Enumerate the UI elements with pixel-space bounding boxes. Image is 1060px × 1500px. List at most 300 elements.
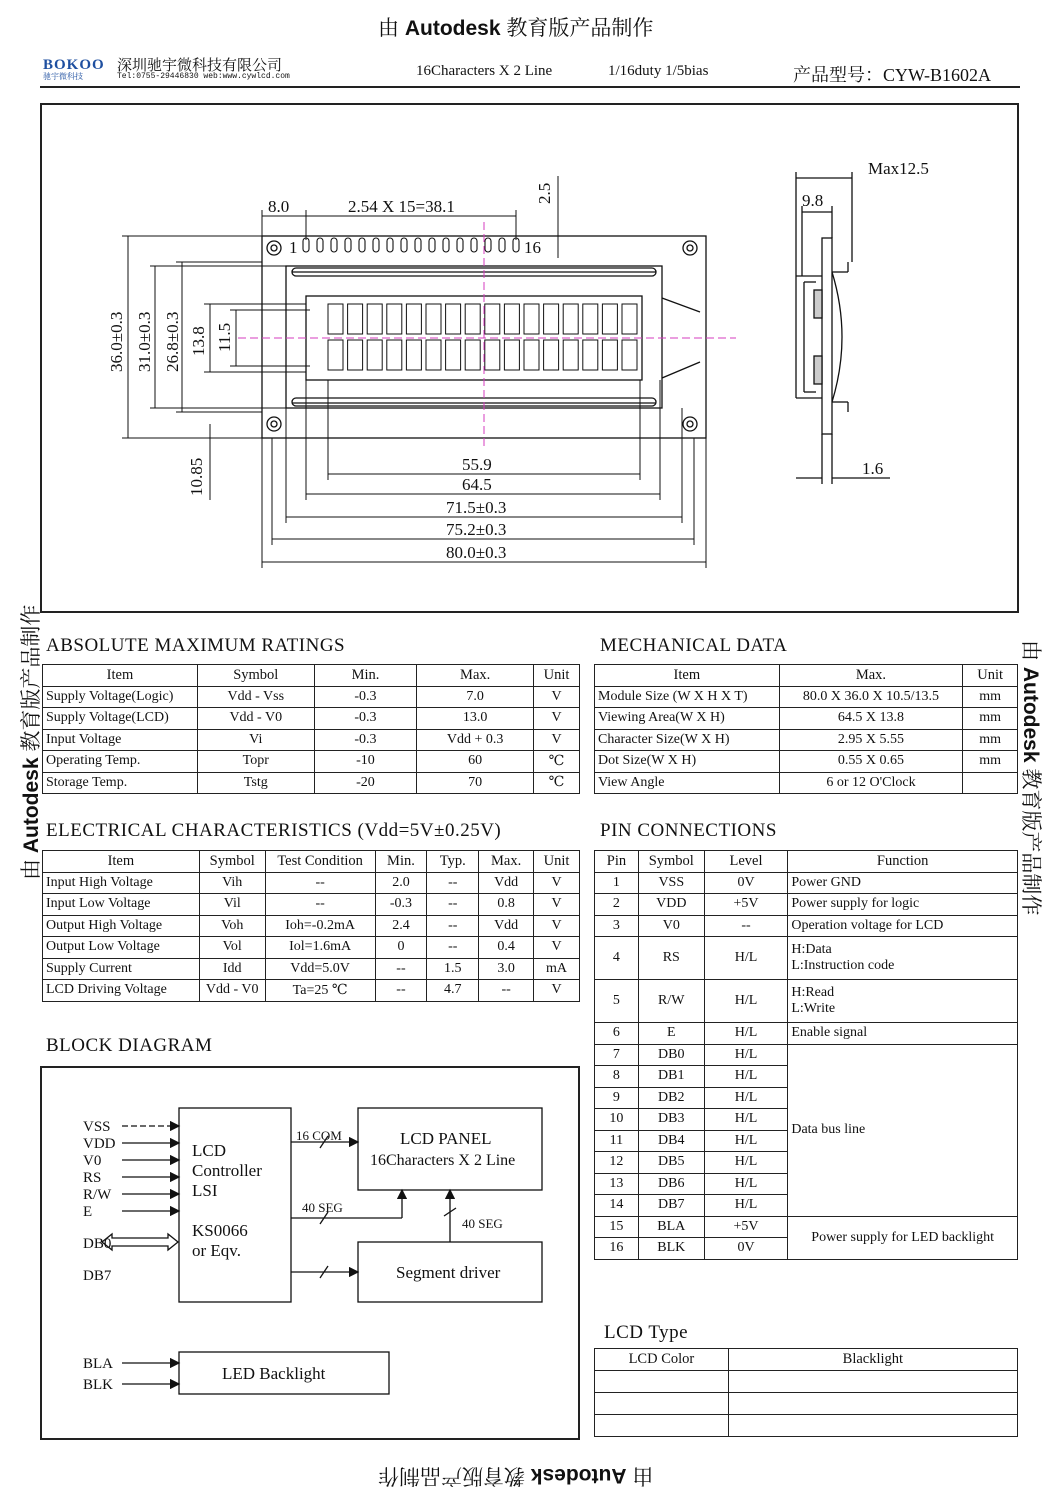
character-cell — [544, 304, 559, 334]
character-cell — [426, 304, 441, 334]
character-cell — [563, 340, 578, 370]
lcdtype-cell — [595, 1370, 729, 1392]
pins-cell: -- — [704, 915, 788, 937]
abs-max-row — [43, 729, 580, 751]
panel-line-1: LCD PANEL — [400, 1129, 492, 1148]
character-cell — [485, 304, 500, 334]
dim-64-5: 64.5 — [462, 475, 492, 494]
pins-cell: VDD — [638, 894, 704, 916]
pins-cell: BLK — [638, 1238, 704, 1260]
pins-cell: 7 — [595, 1044, 639, 1066]
character-cell — [504, 304, 519, 334]
controller-line-2: Controller — [192, 1161, 262, 1180]
mech-cell: mm — [963, 708, 1018, 730]
lcdtype-cell — [728, 1414, 1017, 1436]
elec-cell: Iol=1.6mA — [265, 937, 375, 959]
input-signal-label: R/W — [83, 1187, 112, 1203]
led-backlight-label: LED Backlight — [222, 1364, 326, 1383]
character-cell — [446, 340, 461, 370]
pins-row — [595, 937, 1018, 980]
pins-row — [595, 1216, 1018, 1238]
pin-pad — [303, 238, 309, 252]
character-cell — [602, 304, 617, 334]
company-logo: BOKOO 驰宇微科技 — [43, 57, 105, 81]
pins-header: Level — [704, 851, 788, 873]
abs-max-cell: -0.3 — [314, 686, 417, 708]
mech-cell: Viewing Area(W X H) — [595, 708, 780, 730]
abs-max-cell: 13.0 — [417, 708, 534, 730]
pins-title: PIN CONNECTIONS — [600, 820, 777, 841]
pin-pad — [331, 238, 337, 252]
pins-cell: 0V — [704, 1238, 788, 1260]
abs-max-table — [42, 664, 580, 794]
input-signal-label: RS — [83, 1170, 102, 1186]
character-cell — [563, 304, 578, 334]
elec-row — [43, 958, 580, 980]
abs-max-title: ABSOLUTE MAXIMUM RATINGS — [46, 635, 346, 656]
elec-row — [43, 915, 580, 937]
com-label: 16 COM — [296, 1128, 342, 1143]
pins-cell: DB3 — [638, 1109, 704, 1131]
blk-label: BLK — [83, 1377, 113, 1393]
pins-cell: V0 — [638, 915, 704, 937]
mech-cell: 6 or 12 O'Clock — [779, 772, 963, 794]
pin-pad — [499, 238, 505, 252]
elec-cell: -- — [479, 980, 534, 1002]
mech-cell: 64.5 X 13.8 — [779, 708, 963, 730]
character-cell — [406, 340, 421, 370]
elec-cell: Output High Voltage — [43, 915, 200, 937]
elec-title: ELECTRICAL CHARACTERISTICS (Vdd=5V±0.25V) — [46, 820, 502, 841]
controller-line-4: KS0066 — [192, 1221, 248, 1240]
watermark-top: 由 Autodesk 教育版产品制作 — [378, 17, 654, 40]
character-cell — [426, 340, 441, 370]
pins-cell: 4 — [595, 937, 639, 980]
elec-row — [43, 894, 580, 916]
pins-cell: H/L — [704, 1044, 788, 1066]
pins-function-text: L:Write — [791, 1001, 836, 1016]
abs-max-cell: Vdd - V0 — [197, 708, 314, 730]
elec-cell: -- — [427, 894, 479, 916]
pins-cell: DB7 — [638, 1195, 704, 1217]
header-duty: 1/16duty 1/5bias — [608, 63, 709, 79]
input-signal-label: VDD — [83, 1136, 116, 1152]
dim-10-85: 10.85 — [187, 457, 206, 496]
pin-pad — [415, 238, 421, 252]
side-max: Max12.5 — [868, 159, 929, 178]
elec-cell: -- — [265, 872, 375, 894]
elec-cell: Vil — [199, 894, 265, 916]
elec-header: Max. — [479, 851, 534, 873]
elec-row — [43, 872, 580, 894]
dim-2-5: 2.5 — [535, 182, 554, 204]
elec-cell: Vdd=5.0V — [265, 958, 375, 980]
lcdtype-cell — [728, 1392, 1017, 1414]
bla-label: BLA — [83, 1356, 113, 1372]
character-cell — [328, 304, 343, 334]
elec-cell: 1.5 — [427, 958, 479, 980]
abs-max-cell: ℃ — [534, 751, 580, 773]
mech-cell: mm — [963, 729, 1018, 751]
mech-cell: 80.0 X 36.0 X 10.5/13.5 — [779, 686, 963, 708]
input-signal-label: V0 — [83, 1153, 102, 1169]
watermark-right: 由 Autodesk 教育版产品制作 — [1019, 640, 1042, 916]
pins-cell: 13 — [595, 1173, 639, 1195]
elec-cell: Supply Current — [43, 958, 200, 980]
mech-cell — [963, 772, 1018, 794]
lcdtype-header-backlight: Blacklight — [728, 1349, 1017, 1371]
pin-pad — [471, 238, 477, 252]
abs-max-cell: Vdd - Vss — [197, 686, 314, 708]
pins-cell: H/L — [704, 1109, 788, 1131]
character-cell — [622, 304, 637, 334]
pins-databus: Data bus line — [788, 1044, 1018, 1216]
elec-cell: Voh — [199, 915, 265, 937]
controller-line-5: or Eqv. — [192, 1241, 241, 1260]
mech-title: MECHANICAL DATA — [600, 635, 788, 656]
pins-function — [788, 872, 1018, 894]
dim-75-2: 75.2±0.3 — [446, 520, 507, 539]
pins-function-text: H:Read — [791, 985, 835, 1000]
db7-label: DB7 — [83, 1268, 112, 1284]
abs-max-row — [43, 708, 580, 730]
mechanical-drawing — [0, 0, 1060, 620]
pins-backlight: Power supply for LED backlight — [788, 1216, 1018, 1259]
lcdtype-cell — [595, 1392, 729, 1414]
elec-cell: mA — [534, 958, 580, 980]
pins-cell: 14 — [595, 1195, 639, 1217]
character-cell — [583, 304, 598, 334]
mech-cell: Character Size(W X H) — [595, 729, 780, 751]
character-cell — [602, 340, 617, 370]
abs-max-cell: -20 — [314, 772, 417, 794]
lcdtype-header-color: LCD Color — [595, 1349, 729, 1371]
abs-max-cell: V — [534, 729, 580, 751]
pin-row — [303, 238, 519, 252]
pins-function-text: H:Data — [791, 942, 832, 957]
abs-max-cell: Storage Temp. — [43, 772, 198, 794]
elec-cell: Vdd — [479, 915, 534, 937]
mech-cell: 0.55 X 0.65 — [779, 751, 963, 773]
pins-cell: E — [638, 1023, 704, 1045]
abs-max-row — [43, 686, 580, 708]
pins-cell: 12 — [595, 1152, 639, 1174]
dim-pitch: 2.54 X 15=38.1 — [348, 197, 455, 216]
pins-cell: H/L — [704, 937, 788, 980]
block-title: BLOCK DIAGRAM — [46, 1035, 213, 1056]
character-cell — [348, 340, 363, 370]
dim-71-5: 71.5±0.3 — [446, 498, 507, 517]
pin-pad — [429, 238, 435, 252]
pins-row — [595, 872, 1018, 894]
pins-function — [788, 980, 1018, 1023]
character-cell — [524, 304, 539, 334]
pin-pad — [485, 238, 491, 252]
pin-pad — [359, 238, 365, 252]
pins-cell: H/L — [704, 1130, 788, 1152]
dim-80: 80.0±0.3 — [446, 543, 507, 562]
elec-cell: Vol — [199, 937, 265, 959]
character-cell — [524, 340, 539, 370]
pins-cell: H/L — [704, 1173, 788, 1195]
abs-max-cell: -0.3 — [314, 708, 417, 730]
elec-cell: Ta=25 ℃ — [265, 980, 375, 1002]
pins-function-text: L:Instruction code — [791, 958, 895, 973]
pins-row — [595, 1023, 1018, 1045]
pins-function-text: Operation voltage for LCD — [791, 917, 944, 933]
abs-max-cell: Vi — [197, 729, 314, 751]
elec-cell: Input Low Voltage — [43, 894, 200, 916]
elec-cell: -- — [375, 980, 427, 1002]
abs-max-cell: 60 — [417, 751, 534, 773]
elec-cell: Vdd — [479, 872, 534, 894]
abs-max-cell: Tstg — [197, 772, 314, 794]
character-cell — [446, 304, 461, 334]
elec-cell: Output Low Voltage — [43, 937, 200, 959]
mech-cell: Module Size (W X H X T) — [595, 686, 780, 708]
lcdtype-cell — [728, 1370, 1017, 1392]
mech-cell: mm — [963, 751, 1018, 773]
abs-max-cell: 70 — [417, 772, 534, 794]
abs-max-cell: Input Voltage — [43, 729, 198, 751]
company-contact: Tel:0755-29446830 web:www.cywlcd.com — [117, 72, 290, 81]
dim-26-8: 26.8±0.3 — [163, 311, 182, 372]
pins-cell: DB1 — [638, 1066, 704, 1088]
pins-cell: H/L — [704, 1023, 788, 1045]
pins-cell: DB6 — [638, 1173, 704, 1195]
abs-max-cell: Supply Voltage(Logic) — [43, 686, 198, 708]
pin-16-label: 16 — [524, 238, 541, 257]
header-spec: 16Characters X 2 Line — [416, 63, 553, 79]
elec-cell: 0.8 — [479, 894, 534, 916]
pins-row — [595, 1044, 1018, 1066]
pin-pad — [513, 238, 519, 252]
elec-header: Test Condition — [265, 851, 375, 873]
pin-pad — [345, 238, 351, 252]
pin-1-label: 1 — [289, 238, 298, 257]
elec-header: Unit — [534, 851, 580, 873]
mech-row — [595, 772, 1018, 794]
side-9-8: 9.8 — [802, 191, 824, 210]
mech-row — [595, 751, 1018, 773]
elec-cell: -- — [265, 894, 375, 916]
pin-pad — [317, 238, 323, 252]
elec-header: Typ. — [427, 851, 479, 873]
elec-cell: Ioh=-0.2mA — [265, 915, 375, 937]
dim-13-8: 13.8 — [189, 326, 208, 356]
pin-pad — [443, 238, 449, 252]
seg-label-b: 40 SEG — [462, 1216, 503, 1231]
elec-cell: 2.0 — [375, 872, 427, 894]
lcdtype-cell — [595, 1414, 729, 1436]
abs-max-row — [43, 751, 580, 773]
abs-max-cell: V — [534, 686, 580, 708]
mech-row — [595, 729, 1018, 751]
elec-cell: V — [534, 980, 580, 1002]
elec-cell: 0.4 — [479, 937, 534, 959]
character-cell — [465, 340, 480, 370]
character-cell — [367, 304, 382, 334]
pin-pad — [401, 238, 407, 252]
pins-cell: H/L — [704, 1152, 788, 1174]
pins-cell: 16 — [595, 1238, 639, 1260]
abs-max-row — [43, 772, 580, 794]
segment-driver-label: Segment driver — [396, 1263, 501, 1282]
pins-cell: DB0 — [638, 1044, 704, 1066]
elec-header: Symbol — [199, 851, 265, 873]
input-signal-label: VSS — [83, 1119, 111, 1135]
abs-max-cell: Topr — [197, 751, 314, 773]
watermark-left: 由 Autodesk 教育版产品制作 — [20, 604, 43, 880]
pins-header: Symbol — [638, 851, 704, 873]
db0-label: DB0 — [83, 1236, 112, 1252]
elec-cell: V — [534, 872, 580, 894]
mech-row — [595, 686, 1018, 708]
elec-cell: V — [534, 937, 580, 959]
input-signal-label: E — [83, 1204, 93, 1220]
character-cell — [544, 340, 559, 370]
pins-function-text: Power supply for logic — [791, 896, 920, 912]
pins-row — [595, 894, 1018, 916]
elec-cell: -- — [427, 872, 479, 894]
abs-max-cell: 7.0 — [417, 686, 534, 708]
pins-table — [594, 850, 1018, 1260]
pins-row — [595, 980, 1018, 1023]
character-cells — [328, 304, 637, 370]
elec-header: Min. — [375, 851, 427, 873]
elec-cell: Vih — [199, 872, 265, 894]
elec-table — [42, 850, 580, 1002]
pin-pad — [457, 238, 463, 252]
dim-36: 36.0±0.3 — [107, 311, 126, 372]
pin-pad — [387, 238, 393, 252]
pins-cell: DB4 — [638, 1130, 704, 1152]
pins-cell: 8 — [595, 1066, 639, 1088]
pins-cell: 0V — [704, 872, 788, 894]
abs-max-header: Min. — [314, 665, 417, 687]
elec-cell: Vdd - V0 — [199, 980, 265, 1002]
model-number: 产品型号：CYW-B1602A — [793, 65, 991, 85]
pin-pad — [373, 238, 379, 252]
elec-cell: -- — [375, 958, 427, 980]
abs-max-header: Max. — [417, 665, 534, 687]
elec-cell: Input High Voltage — [43, 872, 200, 894]
pins-function — [788, 1023, 1018, 1045]
company-name: 深圳驰宇微科技有限公司 — [117, 58, 283, 74]
character-cell — [622, 340, 637, 370]
elec-cell: V — [534, 915, 580, 937]
pins-function-text: Power GND — [791, 874, 861, 890]
controller-line-1: LCD — [192, 1141, 226, 1160]
abs-max-cell: Operating Temp. — [43, 751, 198, 773]
elec-header: Item — [43, 851, 200, 873]
elec-cell: -- — [427, 915, 479, 937]
elec-row — [43, 937, 580, 959]
abs-max-cell: ℃ — [534, 772, 580, 794]
elec-cell: LCD Driving Voltage — [43, 980, 200, 1002]
pins-cell: 10 — [595, 1109, 639, 1131]
character-cell — [583, 340, 598, 370]
abs-max-header: Unit — [534, 665, 580, 687]
elec-cell: 0 — [375, 937, 427, 959]
pins-cell: +5V — [704, 1216, 788, 1238]
abs-max-cell: Vdd + 0.3 — [417, 729, 534, 751]
pins-cell: 6 — [595, 1023, 639, 1045]
pins-cell: VSS — [638, 872, 704, 894]
elec-cell: V — [534, 894, 580, 916]
character-cell — [348, 304, 363, 334]
pins-function — [788, 937, 1018, 980]
dim-31: 31.0±0.3 — [135, 311, 154, 372]
dim-11-5: 11.5 — [215, 322, 234, 352]
side-1-6: 1.6 — [862, 459, 884, 478]
character-cell — [485, 340, 500, 370]
pins-cell: 15 — [595, 1216, 639, 1238]
controller-line-3: LSI — [192, 1181, 218, 1200]
character-cell — [504, 340, 519, 370]
mech-header: Item — [595, 665, 780, 687]
pins-cell: H/L — [704, 1195, 788, 1217]
abs-max-header: Symbol — [197, 665, 314, 687]
lcdtype-table — [594, 1348, 1018, 1437]
elec-cell: -- — [427, 937, 479, 959]
abs-max-cell: -10 — [314, 751, 417, 773]
elec-cell: 3.0 — [479, 958, 534, 980]
abs-max-header: Item — [43, 665, 198, 687]
mech-cell: 2.95 X 5.55 — [779, 729, 963, 751]
elec-cell: 4.7 — [427, 980, 479, 1002]
pins-cell: +5V — [704, 894, 788, 916]
pins-cell: H/L — [704, 1087, 788, 1109]
pins-cell: R/W — [638, 980, 704, 1023]
pins-cell: DB2 — [638, 1087, 704, 1109]
pins-function-text: Enable signal — [791, 1025, 868, 1041]
mech-header: Unit — [963, 665, 1018, 687]
character-cell — [406, 304, 421, 334]
pins-cell: 9 — [595, 1087, 639, 1109]
mech-row — [595, 708, 1018, 730]
mech-cell: View Angle — [595, 772, 780, 794]
mech-cell: Dot Size(W X H) — [595, 751, 780, 773]
mech-header: Max. — [779, 665, 963, 687]
pins-cell: 5 — [595, 980, 639, 1023]
dim-8: 8.0 — [268, 197, 290, 216]
elec-cell: Idd — [199, 958, 265, 980]
pins-cell: 2 — [595, 894, 639, 916]
mech-table — [594, 664, 1018, 794]
mech-cell: mm — [963, 686, 1018, 708]
block-diagram — [40, 1066, 580, 1440]
panel-line-2: 16Characters X 2 Line — [370, 1152, 516, 1169]
elec-row — [43, 980, 580, 1002]
elec-cell: -0.3 — [375, 894, 427, 916]
pins-cell: RS — [638, 937, 704, 980]
lcdtype-title: LCD Type — [604, 1322, 689, 1343]
pins-cell: H/L — [704, 1066, 788, 1088]
abs-max-cell: -0.3 — [314, 729, 417, 751]
watermark-bottom: 由 Autodesk 教育版产品制作 — [378, 1464, 654, 1487]
pins-cell: BLA — [638, 1216, 704, 1238]
character-cell — [465, 304, 480, 334]
abs-max-cell: Supply Voltage(LCD) — [43, 708, 198, 730]
elec-cell: 2.4 — [375, 915, 427, 937]
pins-function — [788, 894, 1018, 916]
pins-cell: DB5 — [638, 1152, 704, 1174]
pins-header: Function — [788, 851, 1018, 873]
pins-function — [788, 915, 1018, 937]
pins-cell: 11 — [595, 1130, 639, 1152]
pins-cell: 3 — [595, 915, 639, 937]
